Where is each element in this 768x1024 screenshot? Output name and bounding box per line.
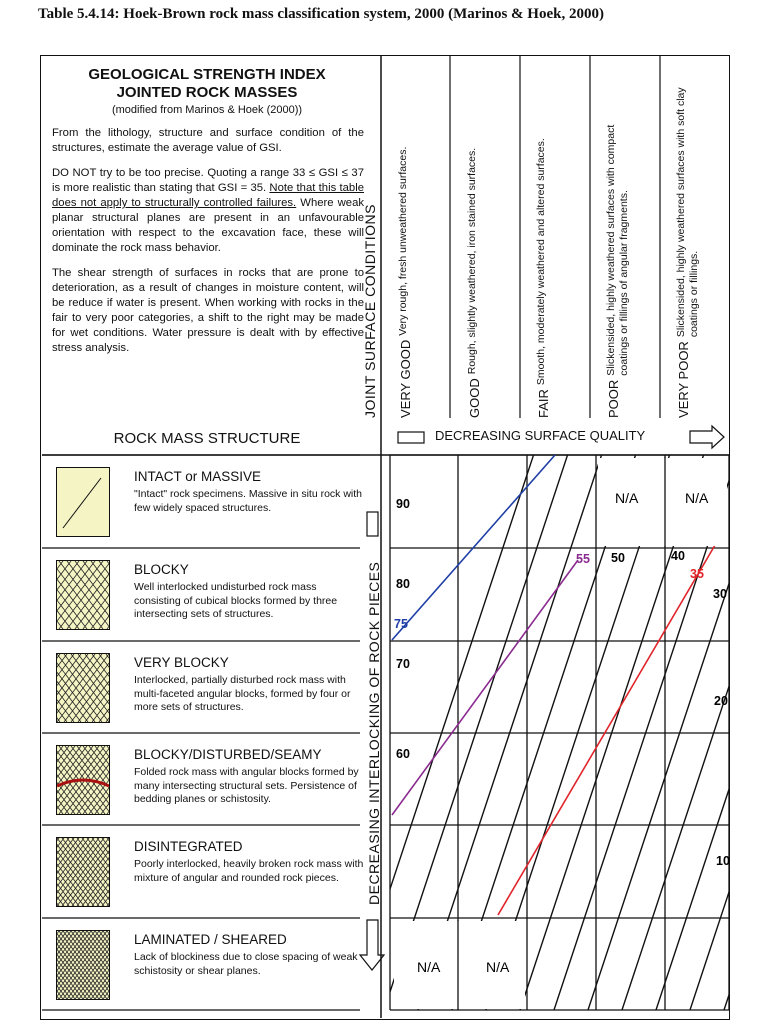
surface-condition-name: GOOD bbox=[467, 378, 482, 418]
gsi-title-line2: JOINTED ROCK MASSES bbox=[116, 84, 298, 101]
surface-condition-description: Slickensided, highly weathered surfaces with soft clay bbox=[675, 87, 687, 338]
surface-condition-description: Smooth, moderately weathered and altered surfaces. bbox=[535, 138, 547, 386]
shear-strength-paragraph: The shear strength of surfaces in rocks that are prone to deterioration, as a result of changes in moisture content, will be reduce if water is present. When working with rocks in the fair to very poor categories, a shift to the right may be made for wet conditions. Water pressure is dealt with by effective stress analysis. bbox=[52, 267, 364, 354]
highlight-contour-line bbox=[392, 560, 578, 815]
na-label: N/A bbox=[417, 959, 441, 975]
intro-paragraph: From the lithology, structure and surface condition of the structures, estimate the average value of GSI. bbox=[52, 127, 364, 154]
structure-description: Poorly interlocked, heavily broken rock mass with mixture of angular and rounded rock pieces. bbox=[134, 858, 364, 884]
surface-condition-description: Rough, slightly weathered, iron stained surfaces. bbox=[466, 147, 478, 375]
na-label: N/A bbox=[685, 490, 709, 506]
weak-planes-text: Where weak planar structural planes are present in an unfavourable orientation with respect to the excavation face, these will dominate the rock mass behavior. bbox=[52, 197, 364, 254]
contour-group bbox=[350, 375, 768, 1010]
decreasing-interlocking-label: DECREASING INTERLOCKING OF ROCK PIECES bbox=[366, 561, 382, 905]
rock-mass-structure-title: ROCK MASS STRUCTURE bbox=[113, 430, 301, 447]
surface-quality-arrow-tail bbox=[398, 432, 424, 443]
surface-condition-description: Slickensided, highly weathered surfaces with compact bbox=[605, 124, 617, 376]
structure-name: VERY BLOCKY bbox=[134, 655, 229, 670]
gsi-value-label: 50 bbox=[611, 551, 625, 565]
structure-name: INTACT or MASSIVE bbox=[134, 469, 262, 484]
gsi-title-line1: GEOLOGICAL STRENGTH INDEX bbox=[88, 66, 326, 83]
gsi-value-label: 30 bbox=[713, 587, 727, 601]
structure-description: Well interlocked undisturbed rock mass consisting of cubical blocks formed by three intersecting sets of structures. bbox=[134, 581, 338, 620]
gsi-value-label: 10 bbox=[716, 854, 730, 868]
joint-surface-conditions-title: JOINT SURFACE CONDITIONS bbox=[362, 204, 378, 418]
gsi-value-label: 70 bbox=[396, 657, 410, 671]
gsi-contour-line bbox=[758, 375, 768, 1010]
table-caption: Table 5.4.14: Hoek-Brown rock mass classification system, 2000 (Marinos & Hoek, 2000) bbox=[38, 6, 604, 22]
surface-condition-description: coatings or fillings. bbox=[688, 250, 700, 338]
gsi-subtitle: (modified from Marinos & Hoek (2000)) bbox=[111, 104, 303, 116]
structure-name: BLOCKY bbox=[134, 562, 189, 577]
highlight-value-label: 75 bbox=[394, 617, 408, 631]
structure-name: LAMINATED / SHEARED bbox=[134, 932, 287, 947]
surface-condition-description: Very rough, fresh unweathered surfaces. bbox=[397, 146, 409, 336]
surface-condition-description: coatings or fillings of angular fragments. bbox=[618, 190, 630, 376]
highlight-value-label: 55 bbox=[576, 552, 590, 566]
structure-description: "Intact" rock specimens. Massive in situ rock with few widely spaced structures. bbox=[134, 488, 363, 514]
surface-condition-name: VERY GOOD bbox=[398, 339, 413, 418]
structure-description: Folded rock mass with angular blocks formed by many intersecting structural sets. Persistence of bedding planes or schistosity. bbox=[134, 766, 359, 805]
gsi-contour-line bbox=[384, 375, 594, 1010]
gsi-value-label: 60 bbox=[396, 747, 410, 761]
structure-description: Lack of blockiness due to close spacing of weak schistosity or shear planes. bbox=[134, 951, 358, 977]
gsi-value-label: 20 bbox=[714, 694, 728, 708]
surface-condition-name: POOR bbox=[606, 379, 621, 418]
na-label: N/A bbox=[486, 959, 510, 975]
structure-name: BLOCKY/DISTURBED/SEAMY bbox=[134, 747, 322, 762]
surface-quality-arrow-icon bbox=[690, 426, 724, 448]
surface-condition-name: VERY POOR bbox=[676, 341, 691, 418]
gsi-contour-line bbox=[724, 375, 768, 1010]
na-label: N/A bbox=[615, 490, 639, 506]
structural-failure-note: Note that this table does not apply to structurally controlled failures. bbox=[52, 182, 364, 209]
highlight-value-label: 35 bbox=[690, 567, 704, 581]
gsi-value-label: 80 bbox=[396, 577, 410, 591]
surface-condition-name: FAIR bbox=[536, 389, 551, 418]
decreasing-surface-quality-label: DECREASING SURFACE QUALITY bbox=[435, 428, 646, 443]
precision-text: DO NOT try to be too precise. Quoting a range 33 ≤ GSI ≤ 37 is more realistic than stating that GSI = 35. bbox=[52, 167, 364, 194]
interlocking-arrow-tail bbox=[367, 512, 378, 536]
structure-description: Interlocked, partially disturbed rock mass with multi-faceted angular blocks, formed by four or more sets of structures. bbox=[134, 674, 351, 713]
gsi-value-label: 40 bbox=[671, 549, 685, 563]
gsi-value-label: 90 bbox=[396, 497, 410, 511]
structure-name: DISINTEGRATED bbox=[134, 839, 243, 854]
highlight-contour-line bbox=[498, 540, 718, 915]
